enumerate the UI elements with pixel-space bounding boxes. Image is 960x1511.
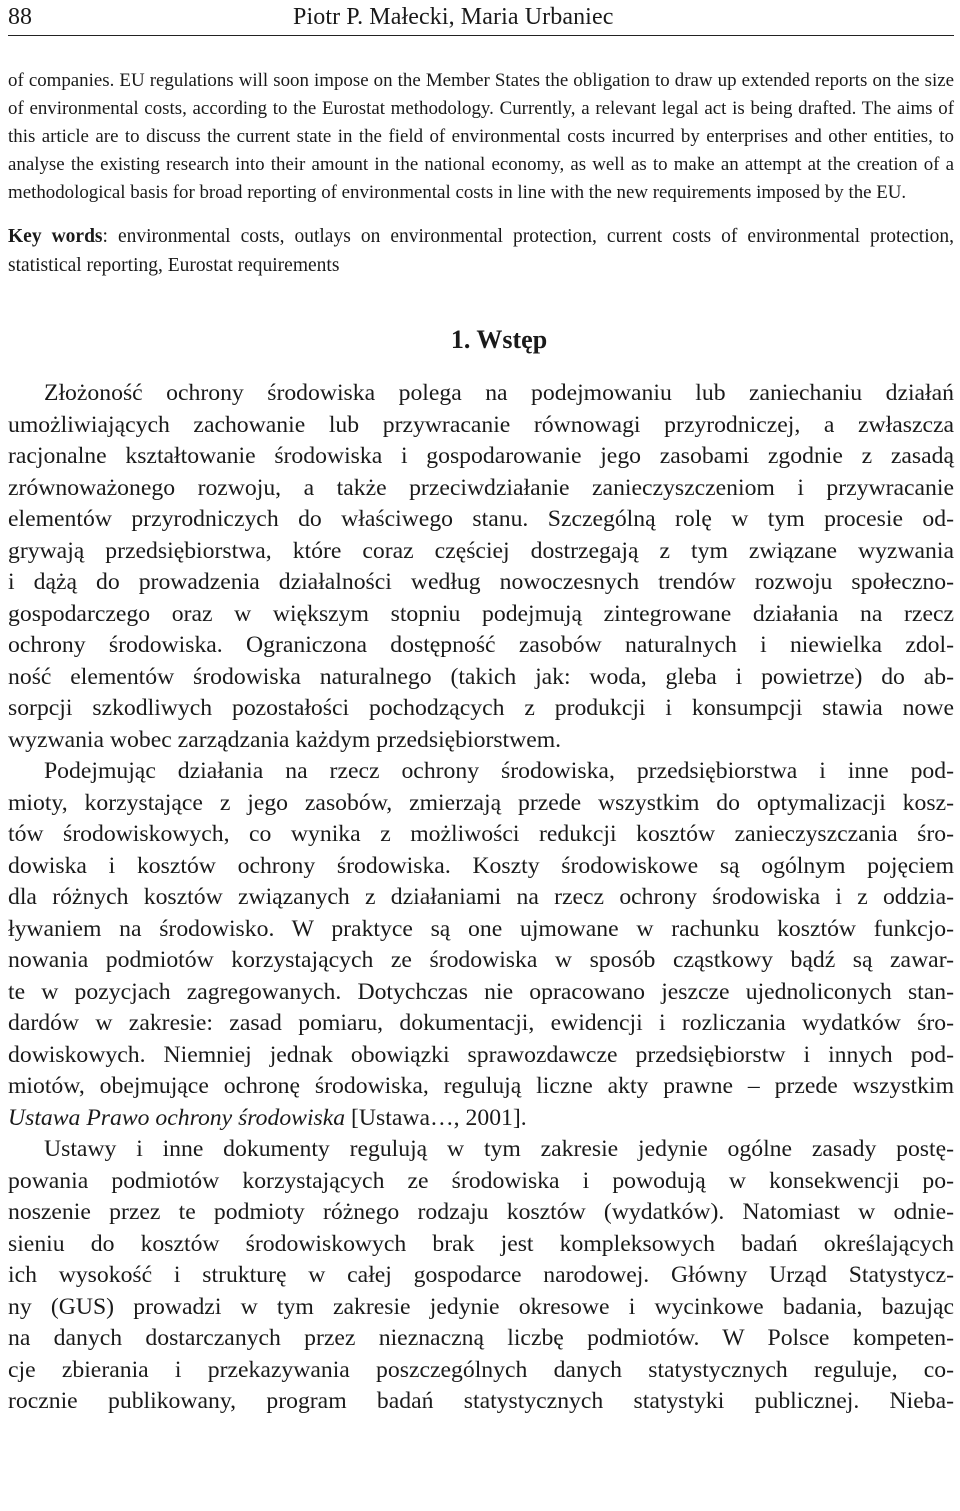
text-line: tów środowiskowych, co wynika z możliwości redukcji kosztów zanieczyszczania śro-: [8, 821, 954, 847]
paragraph-2: [8, 756, 954, 1134]
keywords: [8, 223, 954, 280]
text-line: dowiskowych. Niemniej jednak obowiązki sprawozdawcze przedsiębiorstw i innych pod-: [8, 1041, 954, 1068]
text-line: cje zbierania i przekazywania poszczególnych danych statystycznych reguluje, co-: [8, 1356, 954, 1383]
text-line: mioty, korzystające z jego zasobów, zmierzają przede wszystkim do optymalizacji kosz-: [8, 789, 954, 816]
keywords-label: Key words: [8, 226, 103, 247]
text-line: Złożoność ochrony środowiska polega na podejmowaniu lub zaniechaniu działań: [44, 380, 954, 406]
paragraph-3: [8, 1134, 954, 1418]
text-line: ny (GUS) prowadzi w tym zakresie jedynie okresowe i wycinkowe badania, bazując: [8, 1293, 954, 1320]
text-line: wyzwania wobec zarządzania każdym przedsiębiorstwem.: [8, 726, 562, 753]
text-line: miotów, obejmujące ochronę środowiska, regulują liczne akty prawne – przede wszystkim: [8, 1073, 954, 1099]
section-title: 1. Wstęp: [450, 325, 548, 354]
cited-act-title: Ustawa Prawo ochrony środowiska: [8, 1104, 346, 1131]
text-line: Ustawy i inne dokumenty regulują w tym zakresie jedynie ogólne zasady postę-: [44, 1136, 954, 1162]
page: [8, 0, 954, 1418]
text-line: sieniu do kosztów środowiskowych brak jest kompleksowych badań określających: [8, 1230, 954, 1257]
text-line: ich wysokość i strukturę w całej gospodarce narodowej. Główny Urząd Statystycz-: [8, 1262, 954, 1288]
text-line: elementów przyrodniczych do właściwego stanu. Szczególną rolę w tym procesie od-: [8, 506, 954, 532]
text-line: dla różnych kosztów związanych z działaniami na rzecz ochrony środowiska i z oddzia-: [8, 884, 954, 910]
text-line: racjonalne kształtowanie środowiska i gospodarowanie jego zasobami zgodnie z zasadą: [8, 443, 954, 469]
text-line: umożliwiających zachowanie lub przywracanie równowagi przyrodniczej, a zwłaszcza: [8, 411, 954, 438]
citation: [Ustawa…, 2001].: [345, 1104, 527, 1131]
text-line: noszenie przez te podmioty różnego rodzaju kosztów (wydatków). Natomiast w odnie-: [8, 1199, 954, 1225]
text-line: grywają przedsiębiorstwa, które coraz częściej dostrzegają z tym związane wyzwania: [8, 537, 954, 564]
body-text: [8, 378, 954, 1418]
text-line: powania podmiotów korzystających ze środowiska i powodują w konsekwencji po-: [8, 1167, 954, 1194]
text-line: ochrony środowiska. Ograniczona dostępność zasobów naturalnych i niewielka zdol-: [8, 632, 954, 658]
text-line: gospodarczego oraz w większym stopniu podejmują zintegrowane działania na rzecz: [8, 600, 954, 627]
text-line: ływaniem na środowisko. W praktyce są one ujmowane w rachunku kosztów funkcjo-: [8, 915, 954, 942]
keywords-text: : environmental costs, outlays on environmental protection, current costs of environmental protection, statistical reporting, Eurostat requirements: [8, 226, 954, 276]
page-number: 88: [8, 4, 32, 30]
text-line: zrównoważonego rozwoju, a także przeciwdziałanie zanieczyszczeniom i przywracanie: [8, 474, 954, 501]
running-head: [8, 0, 954, 36]
text-line: dowiska i kosztów ochrony środowiska. Koszty środowiskowe są ogólnym pojęciem: [8, 852, 954, 879]
text-line: sorpcji szkodliwych pozostałości pochodzących z produkcji i konsumpcji stawia nowe: [8, 695, 954, 721]
text-line: na danych dostarczanych przez nieznaczną liczbę podmiotów. W Polsce kompeten-: [8, 1325, 954, 1351]
text-line: ność elementów środowiska naturalnego (takich jak: woda, gleba i powietrze) do ab-: [8, 663, 954, 690]
text-line: i dążą do prowadzenia działalności według nowoczesnych trendów rozwoju społeczno-: [8, 569, 954, 595]
text-line: te w pozycjach zagregowanych. Dotychczas nie opracowano jeszcze ujednoliconych stan-: [8, 978, 954, 1005]
paragraph-1: [8, 378, 954, 756]
text-line: rocznie publikowany, program badań statystycznych statystyki publicznej. Nieba-: [8, 1388, 954, 1414]
text-line: Podejmując działania na rzecz ochrony środowiska, przedsiębiorstwa i inne pod-: [44, 758, 954, 784]
running-head-authors: Piotr P. Małecki, Maria Urbaniec: [293, 4, 614, 30]
text-line: [8, 1103, 954, 1135]
text-line: nowania podmiotów korzystających ze środowiska w sposób cząstkowy bądź są zawar-: [8, 947, 954, 973]
text-line: dardów w zakresie: zasad pomiaru, dokumentacji, ewidencji i rozliczania wydatków śro-: [8, 1010, 954, 1036]
abstract-text: of companies. EU regulations will soon impose on the Member States the obligation to draw up extended reports on the size of environmental costs, according to the Eurostat methodology. Currently, a relevant legal act is being drafted. The aims of this article are to discuss the current state in the field of environmental costs incurred by enterprises and other entities, to analyse the existing research into their amount in the national economy, as well as to make an attempt at the creation of a methodological basis for broad reporting of environmental costs in line with the new requirements imposed by the EU.: [8, 70, 954, 203]
abstract: [8, 67, 954, 207]
